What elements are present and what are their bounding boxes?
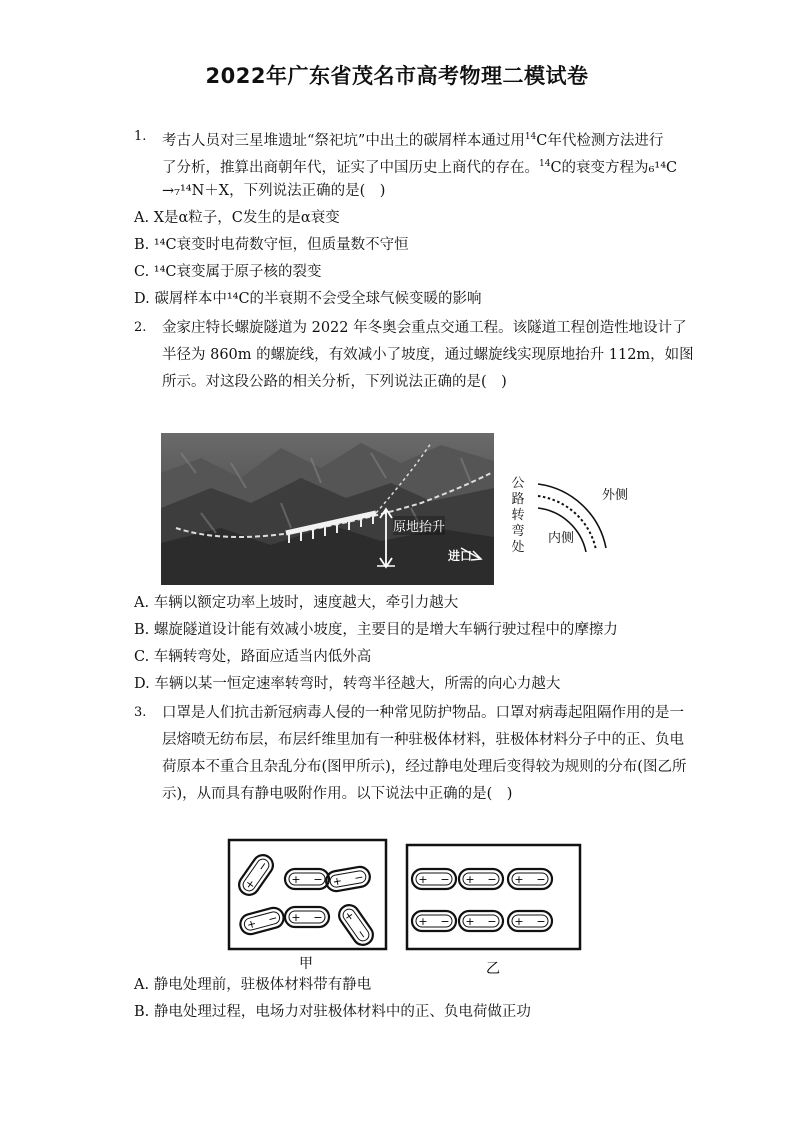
dipole-molecule <box>235 851 277 899</box>
dipole-molecule <box>285 907 329 927</box>
side-char-3: 转 <box>511 508 525 523</box>
q3-line-4: 示)，从而具有静电吸附作用。以下说法中正确的是( ) <box>162 786 513 802</box>
q3-option-a[interactable]: A. 静电处理前，驻极体材料带有静电 <box>134 977 372 993</box>
q2-option-d[interactable]: D. 车辆以某一恒定速率转弯时，转弯半径越大，所需的向心力越大 <box>134 676 561 692</box>
negative-charge: − <box>536 915 546 928</box>
positive-charge: + <box>291 873 301 886</box>
q3-option-b[interactable]: B. 静电处理过程，电场力对驻极体材料中的正、负电荷做正功 <box>134 1004 531 1020</box>
dipole-molecule <box>508 869 552 889</box>
tunnel-photo-drawing <box>161 433 494 585</box>
q2-option-c[interactable]: C. 车辆转弯处，路面应适当内低外高 <box>134 649 372 665</box>
tunnel-aerial-photo <box>161 433 494 585</box>
positive-charge: + <box>418 873 428 886</box>
dipole-molecule <box>412 869 456 889</box>
q1-option-a[interactable]: A. X是α粒子，C发生的是α衰变 <box>134 210 340 226</box>
dipole-molecule <box>325 865 372 892</box>
positive-charge: + <box>245 916 258 932</box>
electret-figure <box>227 837 583 977</box>
negative-charge: − <box>487 915 497 928</box>
q2-option-a[interactable]: A. 车辆以额定功率上坡时，速度越大，牵引力越大 <box>134 595 459 611</box>
dipole-molecule <box>335 901 377 949</box>
q3-line-3: 荷原本不重合且杂乱分布(图甲所示)，经过静电处理后变得较为规则的分布(图乙所 <box>162 759 687 775</box>
molecule-outline <box>235 851 277 899</box>
positive-charge: + <box>465 915 475 928</box>
negative-charge: − <box>313 911 323 924</box>
lift-label: 原地抬升 <box>393 516 445 535</box>
negative-charge: − <box>440 915 450 928</box>
electret-diagram <box>227 837 583 977</box>
negative-charge: − <box>440 873 450 886</box>
negative-charge: − <box>353 870 365 885</box>
q1-option-b[interactable]: B. ¹⁴C衰变时电荷数守恒，但质量数不守恒 <box>134 237 409 253</box>
q1-line-1-sup: 14 <box>524 132 537 142</box>
figure-yi-frame <box>407 845 580 949</box>
figure-yi-label: 乙 <box>486 961 500 977</box>
side-char-2: 路 <box>511 492 525 507</box>
negative-charge: − <box>254 858 271 874</box>
positive-charge: + <box>465 873 475 886</box>
molecule-outline <box>335 901 377 949</box>
q1-line-1 <box>162 127 663 151</box>
negative-charge: − <box>353 926 370 942</box>
dipole-molecule <box>459 869 503 889</box>
q3-line-1: 口罩是人们抗击新冠病毒人侵的一种常见防护物品。口罩对病毒起阻隔作用的是一 <box>162 705 684 721</box>
q2-option-b[interactable]: B. 螺旋隧道设计能有效减小坡度，主要目的是增大车辆行驶过程中的摩擦力 <box>134 622 618 638</box>
page-title: 2022年广东省茂名市高考物理二模试卷 <box>205 64 589 88</box>
positive-charge: + <box>418 915 428 928</box>
positive-charge: + <box>514 873 524 886</box>
positive-charge: + <box>242 876 259 892</box>
side-char-4: 弯 <box>511 524 525 539</box>
q1-line-3: →₇¹⁴N＋X，下列说法正确的是( ) <box>162 183 386 199</box>
road-turn-vertical-label <box>510 476 526 556</box>
q1-number: 1. <box>134 129 147 144</box>
positive-charge: + <box>514 915 524 928</box>
negative-charge: − <box>536 873 546 886</box>
negative-charge: − <box>313 873 323 886</box>
dipole-molecule <box>285 869 329 889</box>
figure-jia-label: 甲 <box>299 956 313 972</box>
q2-line-1: 金家庄特长螺旋隧道为 2022 年冬奥会重点交通工程。该隧道工程创造性地设计了 <box>162 320 687 336</box>
entry-label: 进口 <box>448 549 473 563</box>
q2-line-3: 所示。对这段公路的相关分析，下列说法正确的是( ) <box>162 374 507 390</box>
q2-number: 2. <box>134 320 147 335</box>
q1-option-d[interactable]: D. 碳屑样本中¹⁴C的半衰期不会受全球气候变暖的影响 <box>134 291 482 307</box>
q1-line-1-b: C年代检测方法进行 <box>536 133 664 149</box>
side-char-5: 处 <box>511 540 525 555</box>
q3-line-2: 层熔喷无纺布层，布层纤维里加有一种驻极体材料，驻极体材料分子中的正、负电 <box>162 732 684 748</box>
positive-charge: + <box>341 908 358 924</box>
positive-charge: + <box>291 911 301 924</box>
dipole-molecule <box>412 911 456 931</box>
q1-line-2-b: C的衰变方程为 <box>550 160 649 176</box>
q1-line-1-a: 考古人员对三星堆遗址“祭祀坑”中出土的碳屑样本通过用 <box>162 133 525 149</box>
negative-charge: − <box>266 911 279 927</box>
dipole-molecule <box>508 911 552 931</box>
dipole-molecule <box>459 911 503 931</box>
outer-side-label: 外侧 <box>602 488 629 503</box>
q1-option-c[interactable]: C. ¹⁴C衰变属于原子核的裂变 <box>134 264 322 280</box>
q2-line-2: 半径为 860m 的螺旋线，有效减小了坡度，通过螺旋线实现原地抬升 112m，如图 <box>162 347 694 363</box>
q1-line-2-sup: 14 <box>539 159 551 169</box>
negative-charge: − <box>487 873 497 886</box>
q1-line-2-a: 了分析，推算出商朝年代，证实了中国历史上商代的存在。 <box>162 160 539 176</box>
q3-number: 3. <box>134 705 147 720</box>
q1-line-2 <box>162 154 677 178</box>
side-char-1: 公 <box>511 476 525 491</box>
dipole-molecule <box>238 906 286 937</box>
positive-charge: + <box>331 874 343 889</box>
q1-equation-lhs: ₆¹⁴C <box>648 160 678 176</box>
road-turn-diagram <box>510 470 640 570</box>
inner-side-label: 内侧 <box>548 531 575 546</box>
